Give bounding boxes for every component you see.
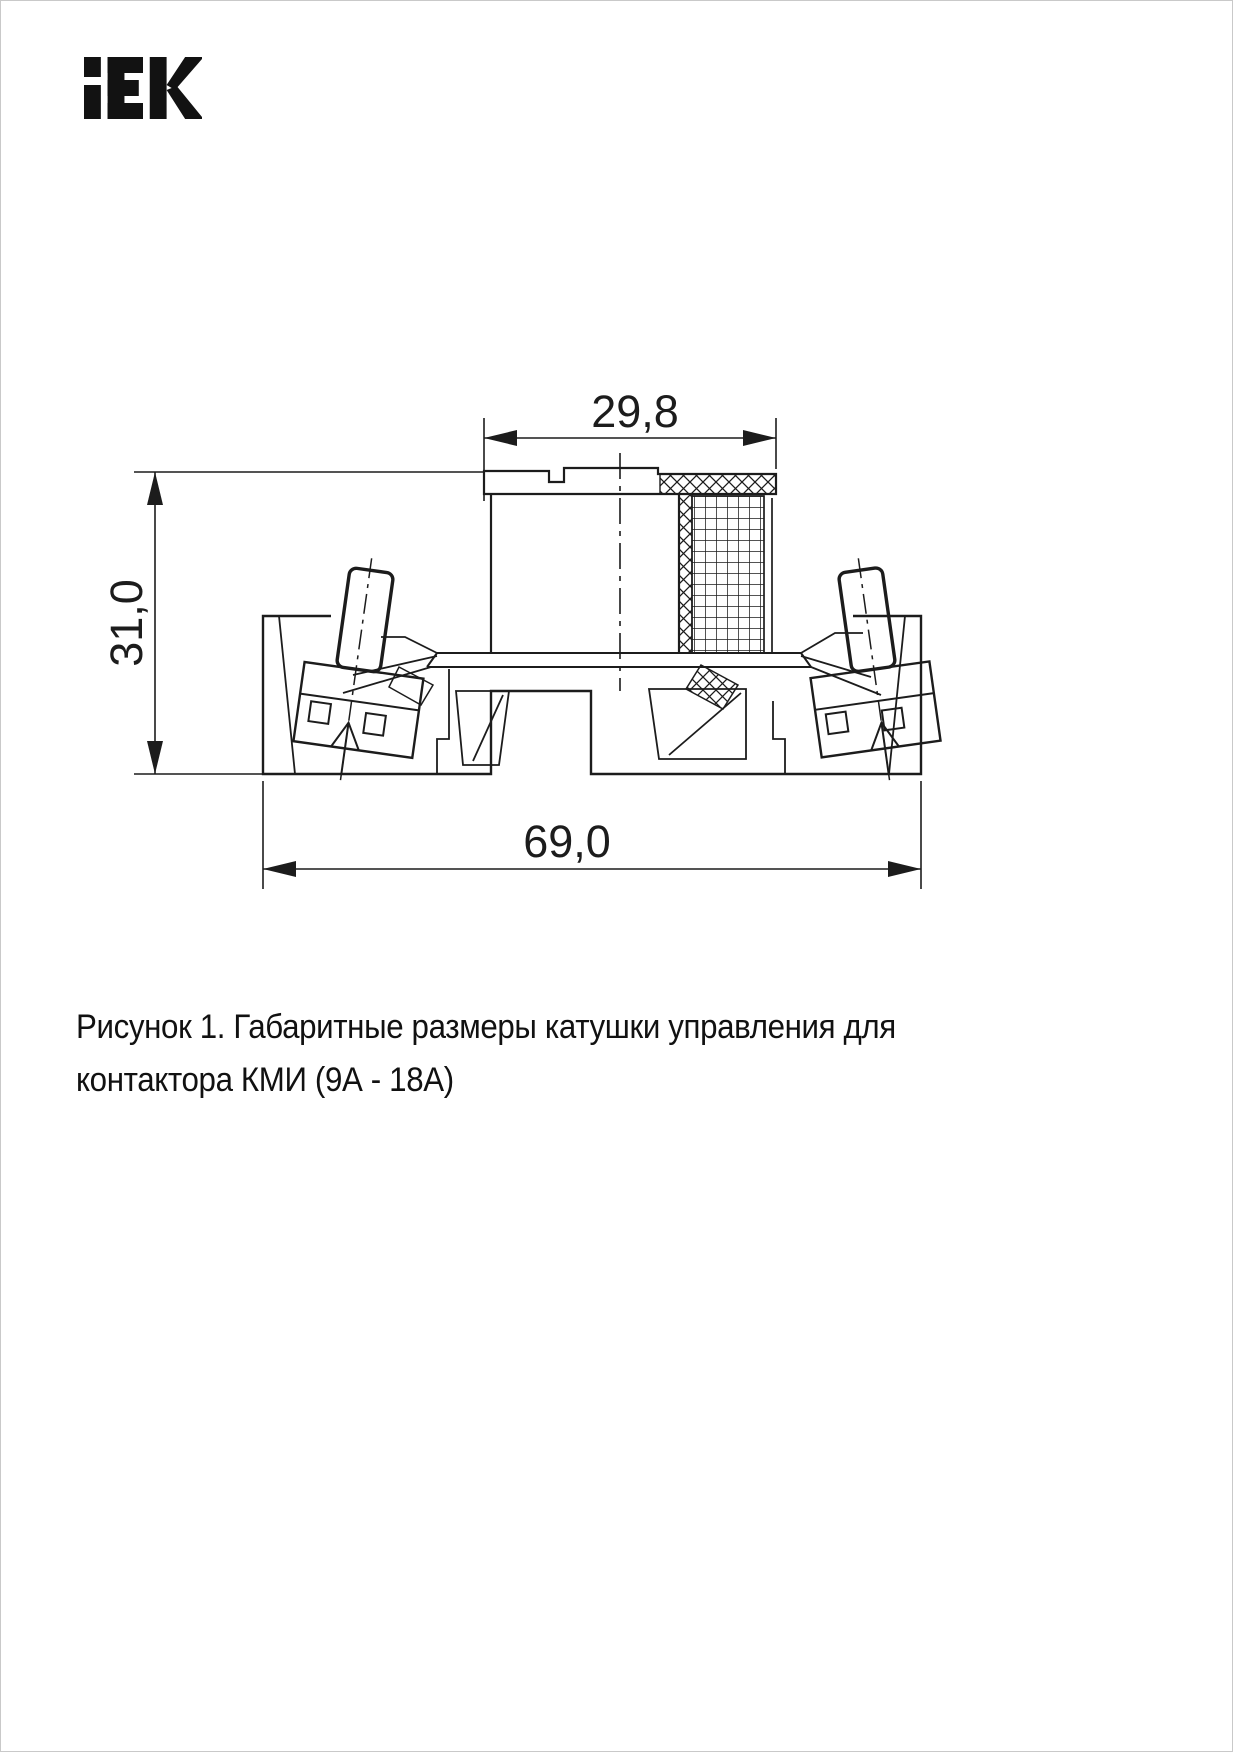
figure-caption-line2: контактора КМИ (9А - 18А) (76, 1061, 454, 1099)
dim-label-width-bottom: 69,0 (523, 816, 611, 867)
figure-caption-line1: Рисунок 1. Габаритные размеры катушки управления для (76, 1008, 896, 1046)
dimension-drawing (1, 1, 1233, 1752)
dim-label-height-left: 31,0 (101, 579, 152, 667)
terminal-left (289, 551, 439, 790)
dimension-height-left (101, 472, 484, 774)
coil-section (484, 453, 776, 691)
figure-caption (76, 1001, 896, 1107)
dimension-width-bottom (263, 781, 921, 889)
flange-section (343, 633, 881, 709)
dim-label-width-top: 29,8 (591, 386, 679, 437)
